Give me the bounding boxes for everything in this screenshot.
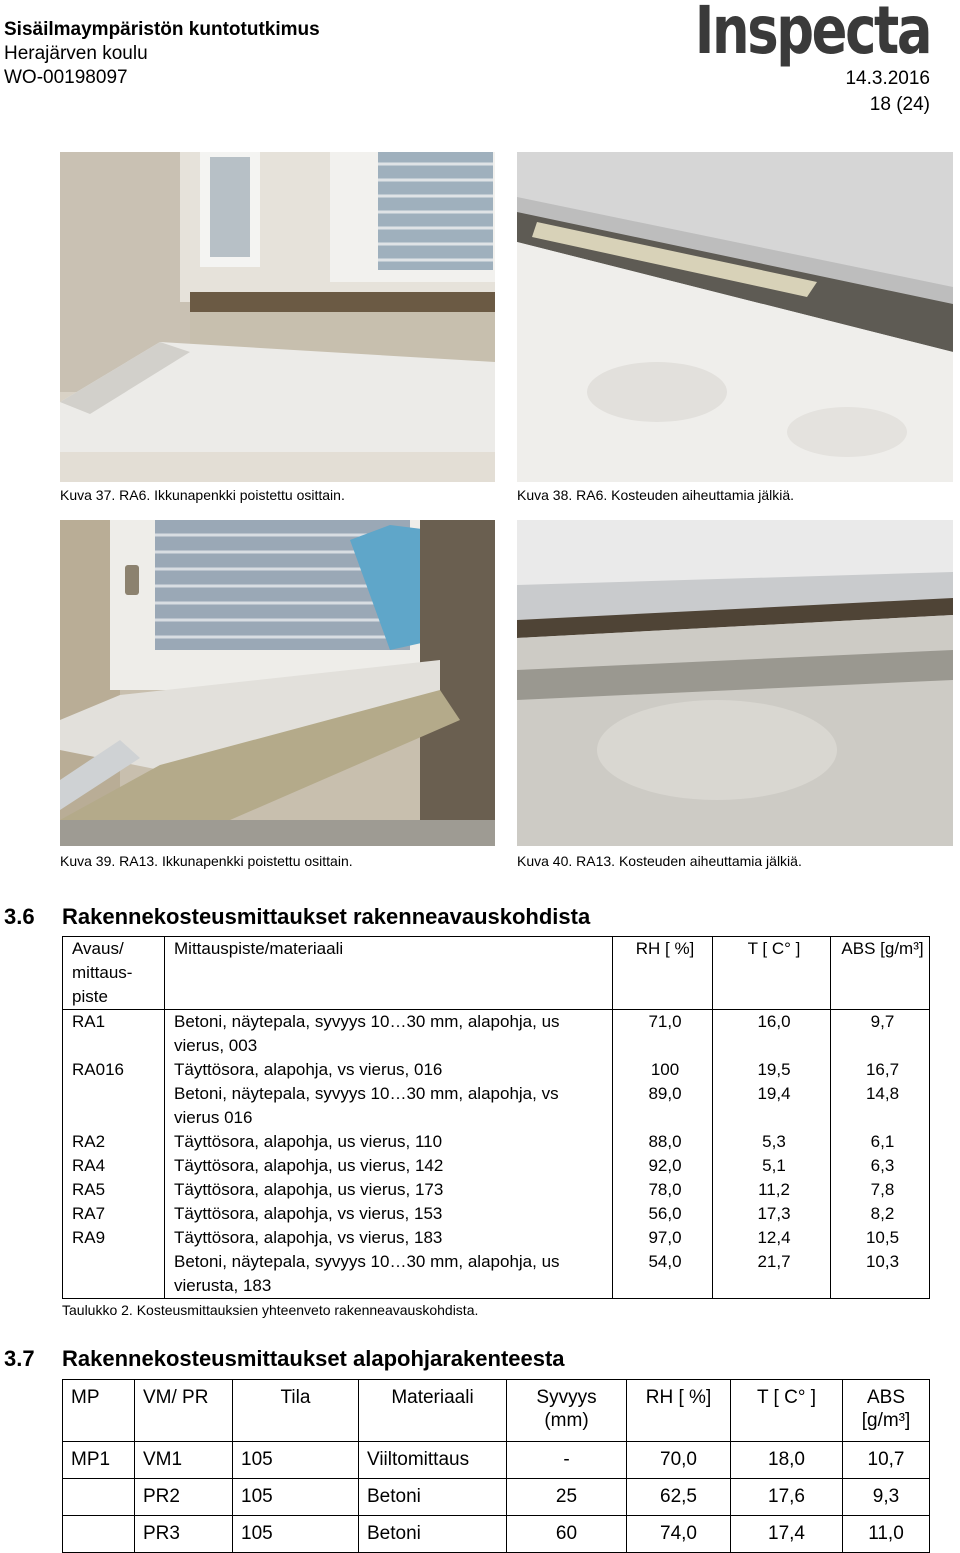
col-header-rh: RH [ %] — [613, 937, 713, 1010]
site-name: Herajärven koulu — [4, 43, 148, 64]
table-header-row — [63, 937, 930, 1010]
section-number: 3.7 — [4, 1346, 35, 1371]
document-header — [4, 18, 320, 90]
table-row: MP1 VM1 105 Viiltomittaus - 70,0 18,0 10,7 — [63, 1442, 930, 1479]
table-row: PR2 105 Betoni 25 62,5 17,6 9,3 — [63, 1479, 930, 1516]
section-heading-3-6 — [4, 904, 590, 930]
photo-moisture-traces-ra6 — [517, 152, 953, 482]
table-row: RA9 Täyttösora, alapohja, vs vierus, 183 97,0 12,4 10,5 — [63, 1226, 930, 1250]
document-id: WO-00198097 — [4, 67, 128, 88]
table-row: Betoni, näytepala, syvyys 10…30 mm, alapohja, vs vierus 016 89,0 19,4 14,8 — [63, 1082, 930, 1130]
col-header-point: Avaus/ mittaus-piste — [63, 937, 165, 1010]
figure-caption: Kuva 40. RA13. Kosteuden aiheuttamia jälkiä. — [517, 853, 802, 869]
table-row: PR3 105 Betoni 60 74,0 17,4 11,0 — [63, 1516, 930, 1553]
figure-caption: Kuva 39. RA13. Ikkunapenkki poistettu osittain. — [60, 853, 353, 869]
table-header-row — [63, 1380, 930, 1442]
section-number: 3.6 — [4, 904, 35, 929]
col-header-abs: ABS [g/m³] — [843, 1380, 930, 1442]
col-header-mp: MP — [63, 1380, 135, 1442]
col-header-vm: VM/ PR — [135, 1380, 233, 1442]
photo-moisture-traces-ra13 — [517, 520, 953, 846]
section-title: Rakennekosteusmittaukset alapohjarakenteesta — [62, 1346, 565, 1371]
col-header-abs: ABS [g/m³] — [831, 937, 930, 1010]
report-title: Sisäilmaympäristön kuntotutkimus — [4, 19, 320, 40]
page-number: 18 (24) — [869, 94, 930, 115]
moisture-table-base-floor — [62, 1379, 930, 1553]
table-row: RA016 Täyttösora, alapohja, vs vierus, 016 100 19,5 16,7 — [63, 1058, 930, 1082]
table-row: RA2 Täyttösora, alapohja, us vierus, 110 88,0 5,3 6,1 — [63, 1130, 930, 1154]
col-header-rh: RH [ %] — [627, 1380, 731, 1442]
table-caption: Taulukko 2. Kosteusmittauksien yhteenveto rakenneavauskohdista. — [62, 1302, 479, 1318]
moisture-table-openings — [62, 936, 930, 1299]
col-header-temp: T [ C° ] — [731, 1380, 843, 1442]
section-heading-3-7 — [4, 1346, 565, 1372]
header-meta — [845, 66, 930, 118]
col-header-depth: Syvyys (mm) — [507, 1380, 627, 1442]
section-title: Rakennekosteusmittaukset rakenneavauskohdista — [62, 904, 591, 929]
table-row: RA1 Betoni, näytepala, syvyys 10…30 mm, alapohja, us vierus, 003 71,0 16,0 9,7 — [63, 1010, 930, 1059]
table-row: Betoni, näytepala, syvyys 10…30 mm, alapohja, us vierusta, 183 54,0 21,7 10,3 — [63, 1250, 930, 1299]
table-row: RA4 Täyttösora, alapohja, us vierus, 142 92,0 5,1 6,3 — [63, 1154, 930, 1178]
photo-window-sill-ra13 — [60, 520, 495, 846]
figure-caption: Kuva 38. RA6. Kosteuden aiheuttamia jälkiä. — [517, 487, 795, 503]
inspecta-logo: Inspecta — [694, 0, 930, 69]
col-header-material: Mittauspiste/materiaali — [165, 937, 613, 1010]
col-header-material: Materiaali — [359, 1380, 507, 1442]
photo-window-sill-ra6 — [60, 152, 495, 482]
col-header-temp: T [ C° ] — [713, 937, 831, 1010]
figure-caption: Kuva 37. RA6. Ikkunapenkki poistettu osittain. — [60, 487, 345, 503]
report-date: 14.3.2016 — [845, 68, 930, 89]
table-row: RA7 Täyttösora, alapohja, vs vierus, 153 56,0 17,3 8,2 — [63, 1202, 930, 1226]
col-header-tila: Tila — [233, 1380, 359, 1442]
table-row: RA5 Täyttösora, alapohja, us vierus, 173 78,0 11,2 7,8 — [63, 1178, 930, 1202]
